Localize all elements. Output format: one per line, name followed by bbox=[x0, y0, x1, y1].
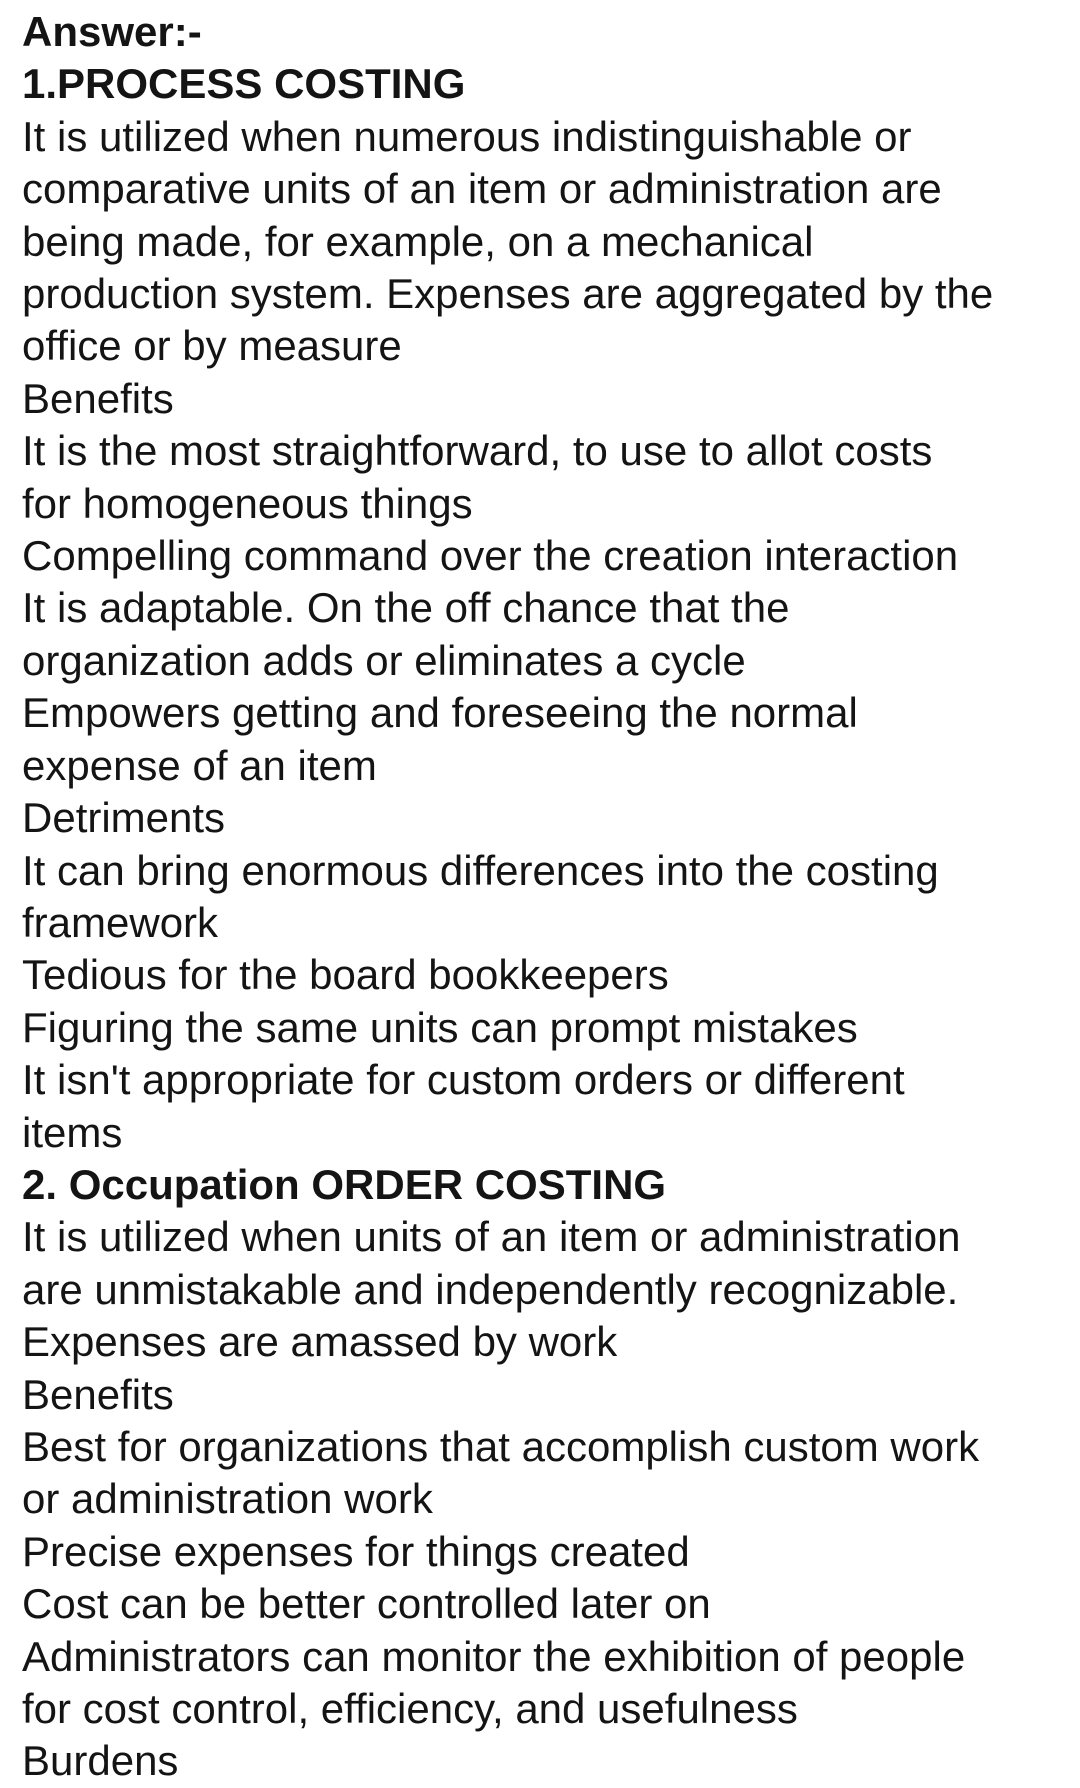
text-line: or administration work bbox=[22, 1475, 433, 1523]
text-line: Empowers getting and foreseeing the normal bbox=[22, 689, 858, 737]
text-line: It is adaptable. On the off chance that the bbox=[22, 584, 790, 632]
text-line: Compelling command over the creation interaction bbox=[22, 532, 959, 580]
text-line: Tedious for the board bookkeepers bbox=[22, 951, 669, 999]
text-line: being made, for example, on a mechanical bbox=[22, 217, 814, 265]
section-heading-job-order-costing: 2. Occupation ORDER COSTING bbox=[22, 1160, 667, 1208]
text-line: office or by measure bbox=[22, 322, 402, 370]
text-line: Best for organizations that accomplish custom work bbox=[22, 1422, 980, 1470]
text-line: Cost can be better controlled later on bbox=[22, 1580, 711, 1628]
text-line: It is utilized when numerous indistinguishable or bbox=[22, 112, 912, 160]
text-line: items bbox=[22, 1108, 123, 1156]
text-line: It isn't appropriate for custom orders or different bbox=[22, 1056, 905, 1104]
text-line: framework bbox=[22, 898, 219, 946]
text-line: production system. Expenses are aggregated by the bbox=[22, 270, 994, 318]
subheading-benefits: Benefits bbox=[22, 374, 174, 422]
text-line: organization adds or eliminates a cycle bbox=[22, 636, 746, 684]
text-line: It is utilized when units of an item or administration bbox=[22, 1213, 961, 1261]
text-line: comparative units of an item or administration are bbox=[22, 165, 942, 213]
text-line: Administrators can monitor the exhibition of people bbox=[22, 1632, 966, 1680]
text-line: Precise expenses for things created bbox=[22, 1527, 690, 1575]
subheading-detriments: Detriments bbox=[22, 794, 226, 842]
text-line: It is the most straightforward, to use to allot costs bbox=[22, 427, 933, 475]
section-heading-process-costing: 1.PROCESS COSTING bbox=[22, 60, 466, 108]
text-line: for homogeneous things bbox=[22, 479, 473, 527]
subheading-burdens: Burdens bbox=[22, 1737, 179, 1785]
answer-label: Answer:- bbox=[22, 8, 202, 55]
text-line: expense of an item bbox=[22, 741, 377, 789]
subheading-benefits: Benefits bbox=[22, 1370, 174, 1418]
text-line: It can bring enormous differences into the costing bbox=[22, 846, 939, 894]
text-line: for cost control, efficiency, and usefulness bbox=[22, 1685, 798, 1732]
text-line: are unmistakable and independently recognizable. bbox=[22, 1265, 959, 1313]
text-line: Figuring the same units can prompt mistakes bbox=[22, 1003, 858, 1051]
text-line: Expenses are amassed by work bbox=[22, 1318, 618, 1366]
